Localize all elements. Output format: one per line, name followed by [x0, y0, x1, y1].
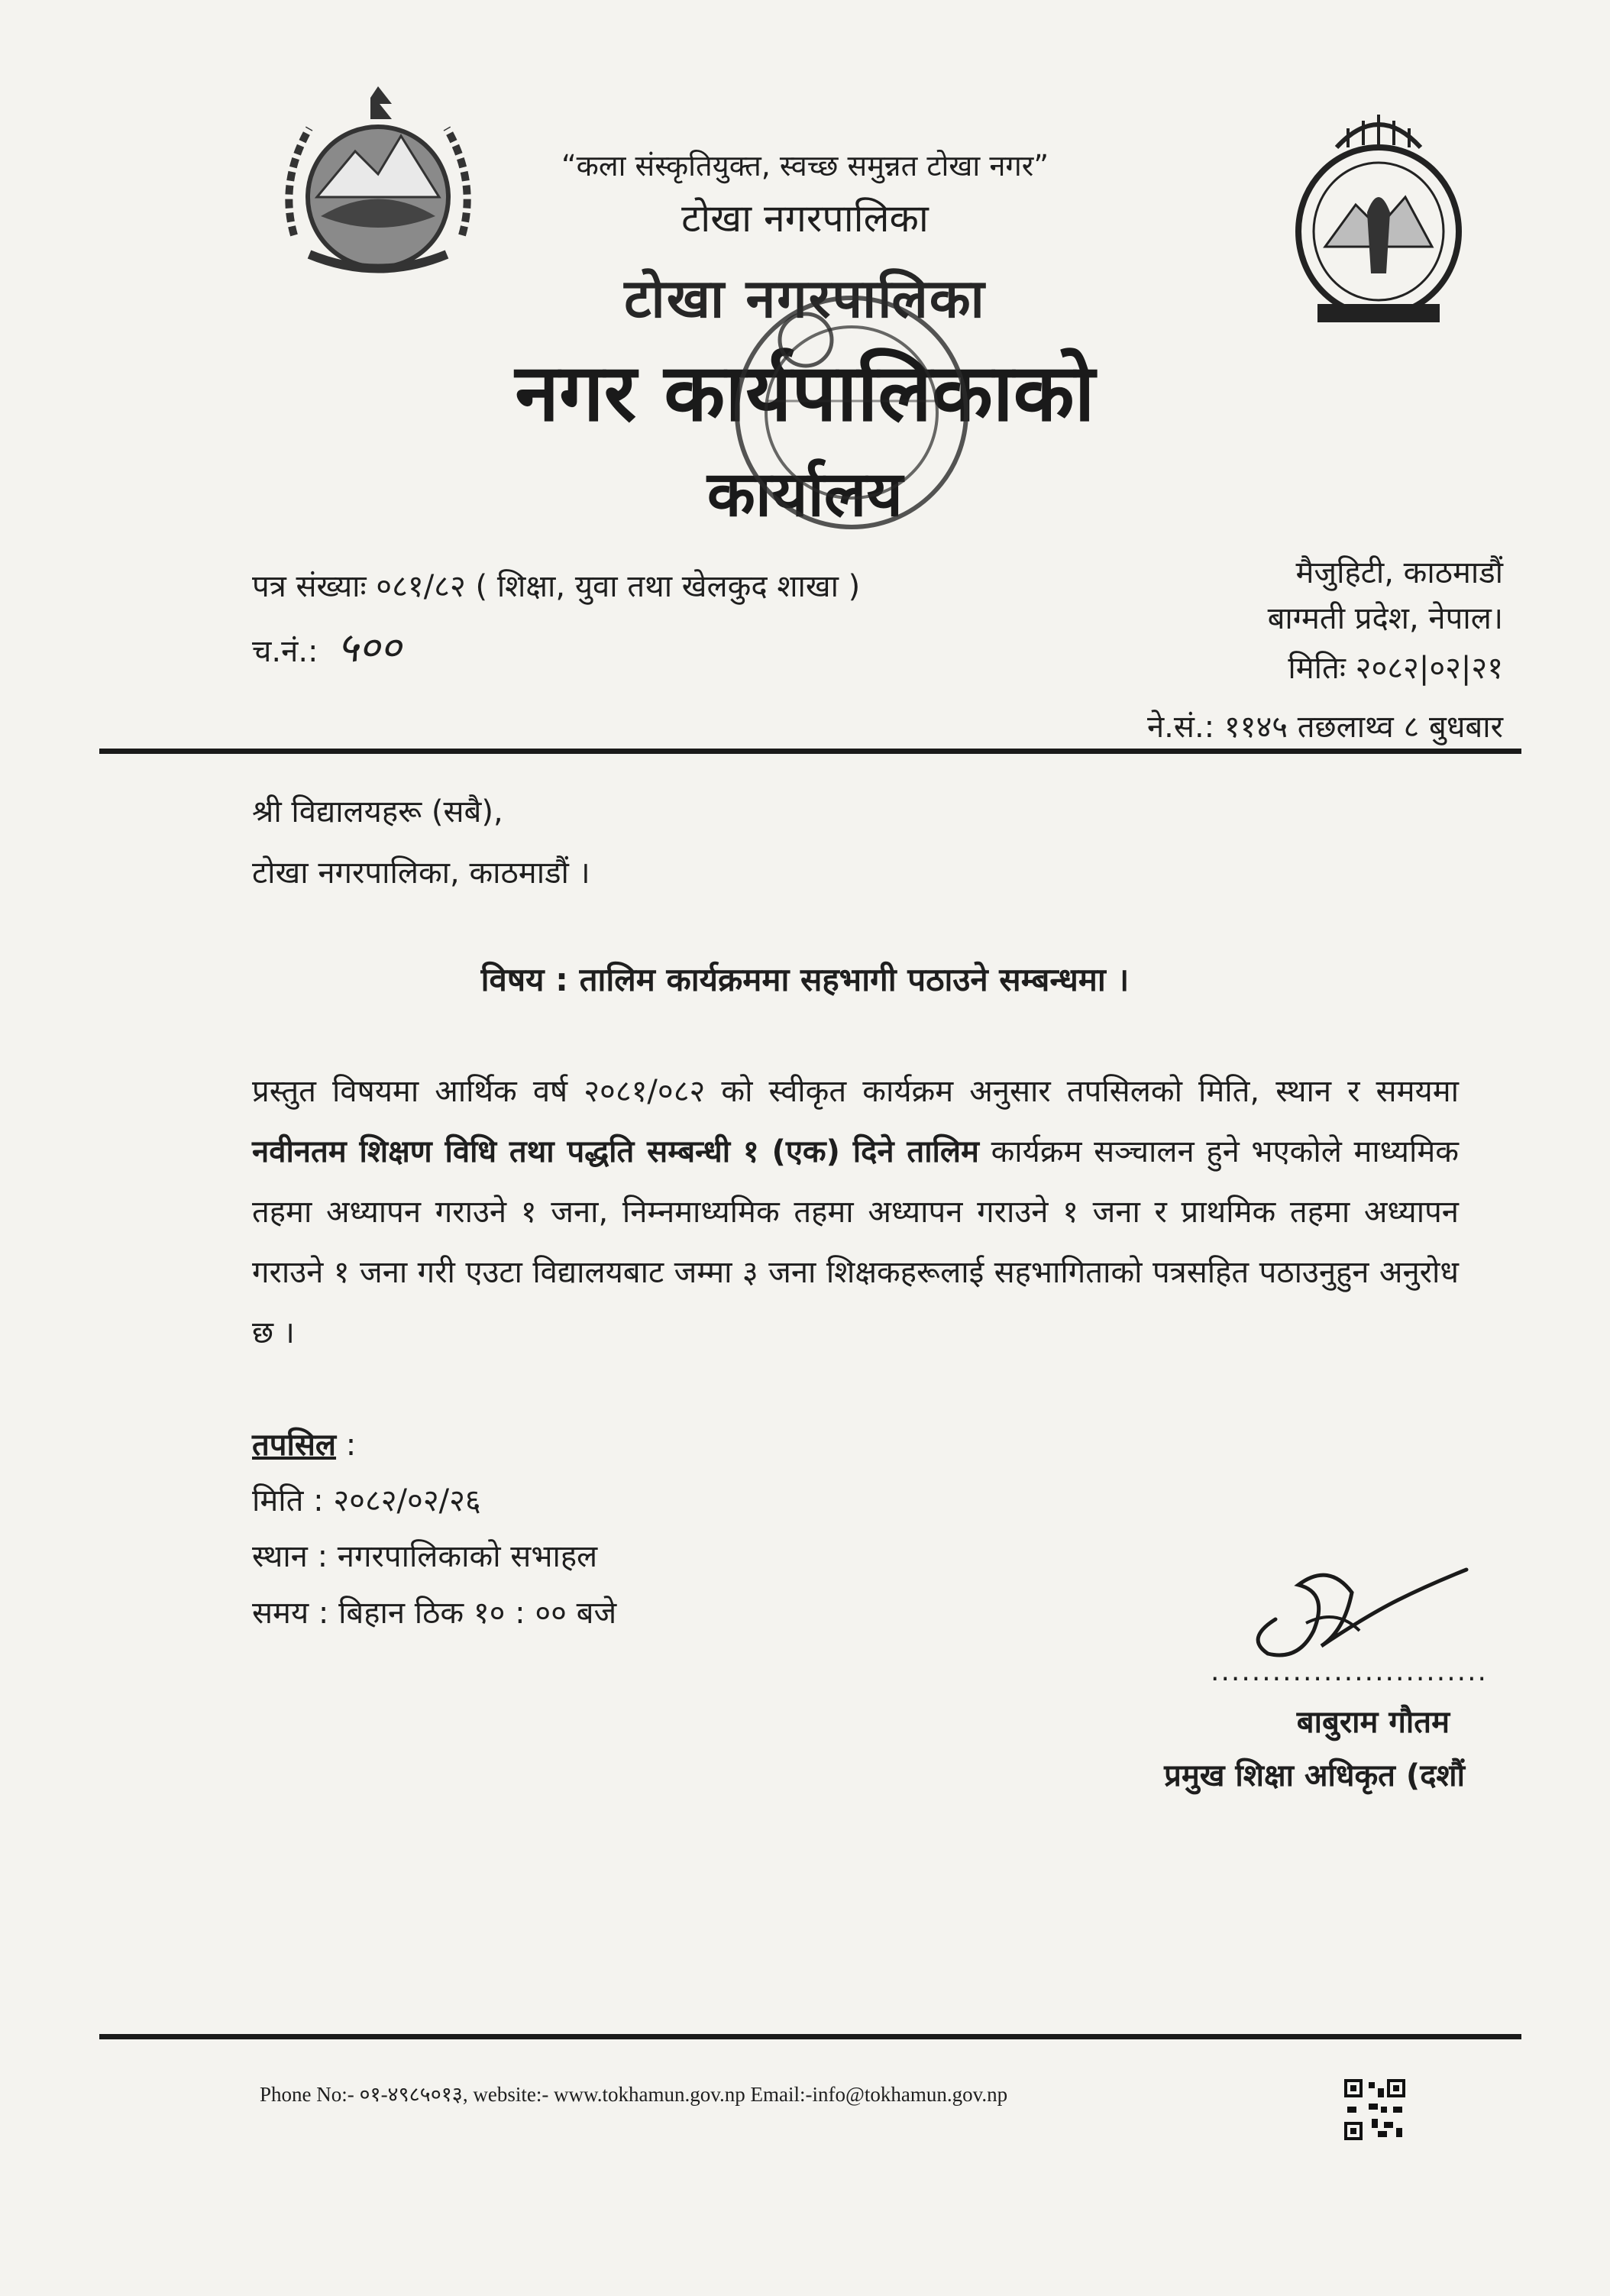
letter-subject: विषय : तालिम कार्यक्रममा सहभागी पठाउने सम्बन्धमा । — [480, 961, 1130, 998]
office-address-line-1: मैजुहिटी, काठमाडौं — [1295, 555, 1503, 590]
details-heading-suffix: : — [336, 1428, 357, 1463]
event-time: समय : बिहान ठिक १० : ०० बजे — [252, 1596, 617, 1631]
signatory-title: प्रमुख शिक्षा अधिकृत (दशौं — [1164, 1758, 1465, 1793]
qr-code-icon — [1341, 2076, 1408, 2143]
training-title: नवीनतम शिक्षण विधि तथा पद्धति सम्बन्धी १ (एक) दिने तालिम — [252, 1134, 979, 1169]
event-date: मिति : २०८२/०२/२६ — [252, 1483, 481, 1518]
office-line-1: टोखा नगरपालिका — [624, 267, 986, 330]
footer-divider — [99, 2034, 1521, 2039]
event-venue: स्थान : नगरपालिकाको सभाहल — [252, 1539, 598, 1574]
municipal-office-stamp — [714, 286, 989, 538]
nepal-sambat-date: ने.सं.: ११४५ तछलाथ्व ८ बुधबार — [1146, 710, 1503, 745]
recipient-line-2: टोखा नगरपालिका, काठमाडौं । — [252, 855, 590, 891]
details-heading: तपसिल — [252, 1428, 337, 1463]
letter-body — [252, 1062, 1459, 1363]
nepal-government-emblem — [263, 82, 493, 289]
office-address-line-2: बाग्मती प्रदेश, नेपाल। — [1267, 601, 1503, 636]
dispatch-number-row — [252, 617, 401, 674]
signatory-name: बाबुराम गौतम — [1296, 1705, 1450, 1740]
motto: “कला संस्कृतियुक्त, स्वच्छ समुन्नत टोखा नगर” — [561, 149, 1049, 183]
header-divider — [99, 749, 1521, 754]
office-line-3: कार्यालय — [706, 458, 904, 531]
body-text-2: कार्यक्रम सञ्चालन हुने भएकोले माध्यमिक तहमा अध्यापन गराउने १ जना, निम्नमाध्यमिक तहमा अध्यापन गराउने १ जना र प्राथमिक तहमा अध्यापन गराउने १ जना गरी एउटा विद्यालयबाट जम्मा ३ जना शिक्षकहरूलाई सहभागिताको पत्रसहित पठाउनुहुन अनुरोध छ । — [252, 1134, 1459, 1350]
footer-contact: Phone No:- ०१-४९८५०१३, website:- www.tokhamun.gov.np Email:-info@tokhamun.gov.np — [260, 2083, 1008, 2106]
municipality-name: टोखा नगरपालिका — [681, 196, 929, 241]
details-heading-row — [252, 1422, 356, 1464]
recipient-line-1: श्री विद्यालयहरू (सबै), — [252, 794, 503, 829]
signature-dots: ........................... — [1211, 1656, 1488, 1687]
signature — [1214, 1547, 1474, 1669]
body-text-1: प्रस्तुत विषयमा आर्थिक वर्ष २०८१/०८२ को स्वीकृत कार्यक्रम अनुसार तपसिलको मिति, स्थान र समयमा — [252, 1074, 1459, 1109]
letter-date: मितिः २०८२|०२|२१ — [1288, 651, 1503, 686]
dispatch-label: च.नं.: — [252, 634, 318, 669]
letter-number: पत्र संख्याः ०८१/८२ ( शिक्षा, युवा तथा खेलकुद शाखा ) — [252, 569, 861, 604]
office-line-2: नगर कार्यपालिकाको — [515, 346, 1095, 439]
dispatch-number: ५०० — [337, 623, 402, 671]
